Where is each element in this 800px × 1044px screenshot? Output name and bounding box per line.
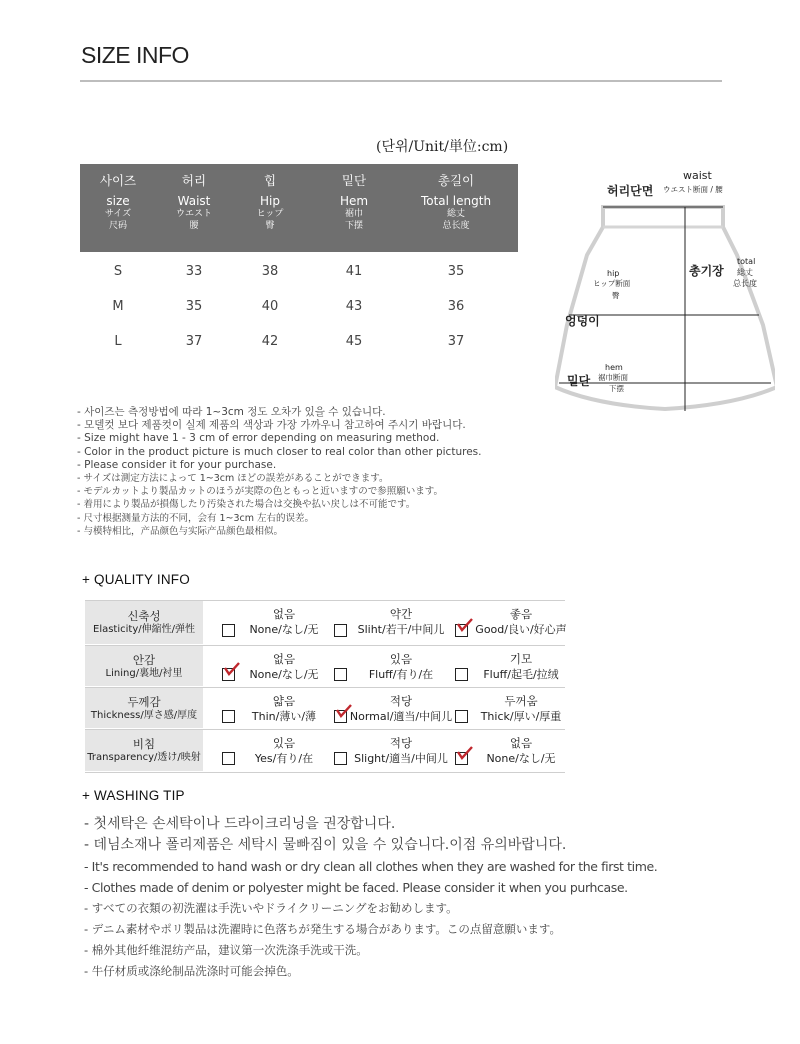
col-size (86, 174, 150, 232)
quality-option-text: Fluff/有り/在 (368, 668, 434, 681)
col-waist-jp: ウエスト (175, 209, 212, 219)
diagram-waist-ko: 허리단면 (607, 184, 654, 198)
diagram-hip-ko: 엉덩이 (565, 314, 600, 328)
quality-option (346, 694, 456, 724)
table-row (80, 299, 518, 319)
table-cell: M (112, 299, 124, 314)
wash-line: - 棉外其他纤维混纺产品，建议第一次洗涤手洗或干洗。 (84, 943, 368, 957)
wash-line: - すべての衣類の初洗濯は手洗いやドライクリーニングをお勧めします。 (84, 901, 458, 915)
note-line: - Please consider it for your purchase. (77, 458, 277, 471)
skirt-measurement-diagram (555, 165, 775, 415)
note-line: - サイズは測定方法によって 1~3cm ほどの誤差があることができます。 (77, 473, 389, 485)
table-cell: 33 (185, 264, 203, 279)
quality-section-title: + QUALITY INFO (82, 572, 190, 587)
quality-checkbox (222, 710, 235, 723)
quality-label-multi: Thickness/厚さ感/厚度 (90, 710, 198, 721)
quality-label-multi: Elasticity/伸縮性/弹性 (93, 624, 195, 635)
table-cell: 45 (345, 334, 363, 349)
wash-line: - Clothes made of denim or polyester might be faced. Please consider it when you purhcase. (84, 880, 628, 895)
diagram-total-cn: 总长度 (733, 279, 757, 288)
col-hem-en: Hem (339, 194, 369, 208)
quality-row-divider (85, 772, 565, 773)
diagram-length-ko: 총기장 (689, 264, 724, 278)
wash-line: - It's recommended to hand wash or dry clean all clothes when they are washed for the first time. (84, 859, 658, 874)
quality-option (236, 694, 332, 724)
quality-option (466, 652, 576, 682)
table-cell: 35 (185, 299, 203, 314)
table-cell: 41 (345, 264, 363, 279)
diagram-waist-en: waist (683, 169, 712, 182)
table-cell: 42 (261, 334, 279, 349)
quality-option (466, 607, 576, 637)
col-total-en: Total length (420, 194, 492, 208)
col-hem-ko: 밑단 (341, 173, 367, 188)
diagram-waist-sub: ウエスト断面 / 腰 (663, 185, 723, 194)
quality-label-ko: 비침 (132, 737, 156, 751)
quality-option-ko: 있음 (272, 736, 296, 750)
col-total-cn: 总长度 (442, 221, 470, 231)
washing-tips (84, 814, 774, 982)
diagram-hem-cn: 下摆 (609, 384, 624, 393)
col-total-length (406, 174, 506, 232)
col-size-cn: 尺码 (108, 221, 127, 231)
quality-checkbox (222, 752, 235, 765)
quality-option-ko: 적당 (389, 694, 413, 708)
quality-checkbox (222, 624, 235, 637)
diagram-total-en: total (737, 257, 756, 266)
col-hem (322, 174, 386, 232)
quality-label-ko: 안감 (132, 653, 156, 667)
diagram-hem-en: hem (605, 363, 623, 372)
table-cell: 37 (447, 334, 465, 349)
page-title: SIZE INFO (81, 42, 189, 68)
table-cell: 37 (185, 334, 203, 349)
wash-line: - デニム素材やポリ製品は洗濯時に色落ちが発生する場合があります。この点留意願います。 (84, 922, 562, 936)
quality-option (466, 694, 576, 724)
note-line: - 与模特相比，产品颜色与实际产品颜色最相似。 (77, 525, 283, 537)
quality-option-text: None/なし/无 (486, 752, 556, 765)
quality-option-text: Yes/有り/在 (254, 752, 314, 765)
col-total-ko: 총길이 (437, 173, 475, 188)
table-cell: 38 (261, 264, 279, 279)
col-hip-cn: 臀 (265, 221, 275, 231)
quality-option-ko: 적당 (389, 736, 413, 750)
quality-option (346, 607, 456, 637)
quality-row-label (85, 730, 203, 771)
quality-option-ko: 있음 (389, 652, 413, 666)
quality-row-label (85, 646, 203, 686)
unit-label: (단위/Unit/単位:cm) (376, 139, 509, 155)
quality-option-ko: 두꺼움 (504, 694, 538, 708)
col-waist-en: Waist (177, 194, 211, 208)
title-divider (80, 80, 722, 82)
quality-option-text: Good/良い/好心声 (475, 623, 567, 636)
table-cell: 40 (261, 299, 279, 314)
col-hip-jp: ヒップ (256, 209, 284, 219)
quality-option-text: Slight/適当/中间儿 (354, 752, 448, 765)
quality-option-text: Fluff/起毛/拉绒 (483, 668, 559, 681)
note-line: - 사이즈는 측정방법에 따라 1~3cm 정도 오차가 있을 수 있습니다. (77, 406, 386, 418)
table-cell: 43 (345, 299, 363, 314)
quality-option-text: Sliht/若干/中间儿 (357, 623, 445, 636)
col-waist-ko: 허리 (181, 173, 207, 188)
quality-option (236, 652, 332, 682)
quality-option-ko: 기모 (509, 652, 533, 666)
size-table-header (80, 164, 518, 252)
quality-option (346, 652, 456, 682)
table-cell: 36 (447, 299, 465, 314)
note-line: - 모델컷 보다 제품컷이 실제 제품의 색상과 가장 가까우니 참고하여 주시기 바랍니다. (77, 419, 466, 432)
note-line: - 着用により製品が損傷したり汚染された場合は交換や払い戻しは不可能です。 (77, 499, 416, 511)
diagram-hip-jp: ヒップ断面 (593, 279, 631, 288)
quality-option-ko: 없음 (509, 736, 533, 750)
table-row (80, 264, 518, 284)
table-row (80, 334, 518, 354)
size-notes (77, 406, 547, 538)
quality-label-ko: 신축성 (127, 609, 161, 623)
note-line: - Color in the product picture is much closer to real color than other pictures. (77, 445, 482, 458)
col-size-en: size (106, 194, 130, 208)
col-hip (238, 174, 302, 232)
col-size-ko: 사이즈 (99, 173, 137, 188)
quality-option (236, 607, 332, 637)
quality-option-ko: 없음 (272, 652, 296, 666)
note-line: - 尺寸根据测量方法的不同，会有 1~3cm 左右的误差。 (77, 512, 315, 524)
quality-option-ko: 좋음 (509, 607, 533, 621)
quality-option (346, 736, 456, 766)
col-total-jp: 総丈 (446, 209, 465, 219)
col-hip-ko: 힙 (263, 173, 277, 188)
col-hip-en: Hip (260, 194, 280, 208)
washing-section-title: + WASHING TIP (82, 788, 185, 803)
quality-option-text: Thin/薄い/薄 (251, 710, 317, 723)
col-waist-cn: 腰 (189, 221, 199, 231)
quality-option-text: Thick/厚い/厚重 (480, 710, 562, 723)
col-hem-jp: 裾巾 (344, 209, 363, 219)
col-size-jp: サイズ (104, 209, 132, 219)
col-waist (162, 174, 226, 232)
table-cell: S (113, 264, 123, 279)
diagram-hip-cn: 臀 (612, 291, 620, 300)
diagram-hem-jp: 裾巾断面 (598, 373, 628, 382)
quality-option (466, 736, 576, 766)
quality-label-multi: Lining/裏地/衬里 (105, 668, 183, 679)
wash-line: - 첫세탁은 손세탁이나 드라이크리닝을 권장합니다. (84, 816, 396, 832)
quality-option-ko: 약간 (389, 607, 413, 621)
diagram-hip-en: hip (607, 269, 620, 278)
quality-row-label (85, 688, 203, 728)
quality-option-ko: 얇음 (272, 694, 296, 708)
quality-label-ko: 두께감 (127, 695, 161, 709)
table-cell: L (114, 334, 122, 349)
wash-line: - 牛仔材质或涤纶制品洗涤时可能会掉色。 (84, 964, 299, 978)
quality-option (236, 736, 332, 766)
diagram-total-jp: 総丈 (737, 268, 753, 277)
wash-line: - 데님소재나 폴리제품은 세탁시 물빠짐이 있을 수 있습니다.이점 유의바랍니다. (84, 837, 567, 853)
quality-label-multi: Transparency/透け/映射 (87, 752, 201, 763)
quality-option-text: None/なし/无 (249, 623, 319, 636)
quality-option-ko: 없음 (272, 607, 296, 621)
quality-row-label (85, 601, 203, 644)
table-cell: 35 (447, 264, 465, 279)
col-hem-cn: 下摆 (344, 221, 363, 231)
note-line: - モデルカットより製品カットのほうが実際の色ともっと近いますので参照願います。 (77, 486, 444, 498)
diagram-hem-ko: 밑단 (567, 374, 591, 388)
note-line: - Size might have 1 - 3 cm of error depending on measuring method. (77, 432, 440, 445)
quality-option-text: Normal/適当/中间儿 (349, 710, 453, 723)
quality-option-text: None/なし/无 (249, 668, 319, 681)
